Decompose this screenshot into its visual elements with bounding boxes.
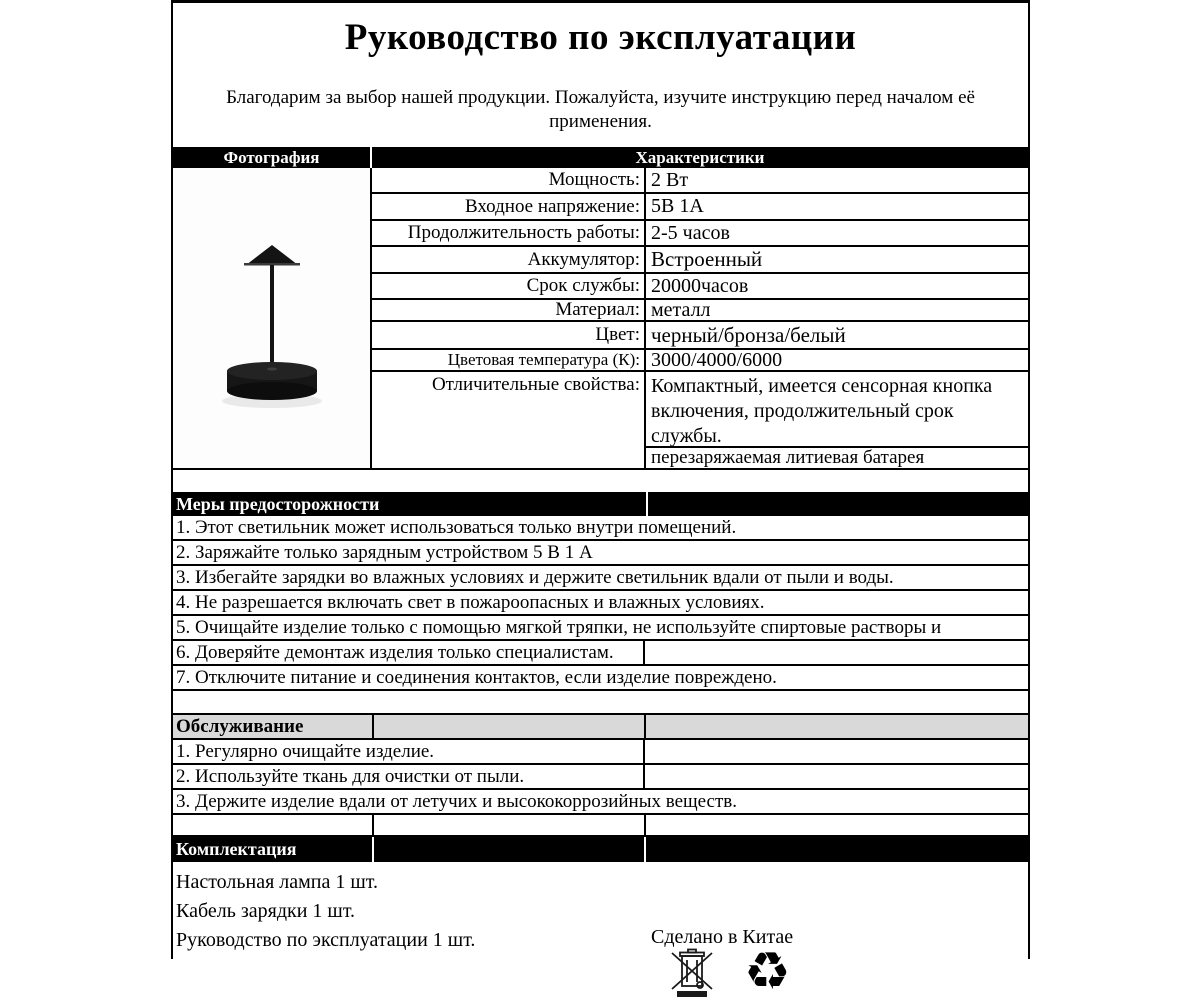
empty-cell: [173, 815, 374, 835]
spec-value: 20000часов: [651, 274, 749, 297]
spec-label: Материал:: [372, 300, 646, 320]
spec-label: Мощность:: [372, 168, 646, 192]
spec-row-color: [372, 322, 1028, 350]
specs-column-header: Характеристики: [635, 147, 765, 167]
empty-cell: [645, 740, 1028, 763]
package-content: [173, 862, 1028, 955]
empty-cell: [646, 815, 1028, 835]
empty-spacer-row: [173, 815, 1028, 837]
precaution-item-row: [173, 641, 1028, 666]
spec-value: 2 Вт: [651, 168, 689, 191]
spec-label: Срок службы:: [372, 274, 646, 298]
precaution-item: 2. Заряжайте только зарядным устройством 5 В 1 А: [173, 541, 1028, 566]
precautions-header-bar: [173, 492, 1028, 516]
spec-rows: [372, 168, 1028, 470]
maintenance-item-row: [173, 765, 1028, 790]
feature-text: Компактный, имеется сенсорная кнопка включения, продолжительный срок службы.: [646, 372, 1028, 448]
maintenance-item: 1. Регулярно очищайте изделие.: [173, 740, 645, 763]
spec-label: Цветовая температура (К):: [372, 350, 646, 370]
maintenance-item: 3. Держите изделие вдали от летучих и высококоррозийных веществ.: [173, 790, 1028, 815]
spec-label: Продолжительность работы:: [372, 221, 646, 245]
package-header-empty-cell: [374, 837, 646, 862]
precaution-item: 6. Доверяйте демонтаж изделия только специалистам.: [173, 641, 645, 664]
spec-row-lifetime: [372, 274, 1028, 300]
photo-column-header: Фотография: [173, 147, 372, 168]
precaution-item: 1. Этот светильник может использоваться только внутри помещений.: [173, 516, 1028, 541]
spec-row-input-voltage: [372, 194, 1028, 221]
spec-label: Цвет:: [372, 322, 646, 348]
precaution-item: 4. Не разрешается включать свет в пожароопасных и влажных условиях.: [173, 591, 1028, 616]
package-item: Руководство по эксплуатации 1 шт.: [176, 929, 476, 951]
empty-cell: [645, 765, 1028, 788]
spec-row-battery: [372, 247, 1028, 274]
intro-block: [173, 72, 1028, 147]
product-photo-cell: [173, 168, 372, 470]
feature-battery-text: перезаряжаемая литиевая батарея: [646, 448, 1028, 470]
spec-label: Отличительные свойства:: [372, 372, 646, 470]
spec-value: 3000/4000/6000: [651, 348, 783, 371]
precaution-item: 5. Очищайте изделие только с помощью мягкой тряпки, не используйте спиртовые растворы и: [173, 616, 1028, 641]
feature-values: [646, 372, 1028, 470]
spec-table-body: [173, 168, 1028, 470]
spec-label: Входное напряжение:: [372, 194, 646, 219]
compliance-icons: [670, 942, 791, 1002]
spec-table-header: [173, 147, 1028, 168]
spec-row-power: [372, 168, 1028, 194]
precautions-header: Меры предосторожности: [173, 492, 648, 516]
section-gap: [173, 470, 1028, 492]
weee-crossed-out-bin-icon: [670, 944, 714, 998]
package-item: Кабель зарядки 1 шт.: [176, 900, 356, 922]
made-in-china-label: Сделано в Китае: [651, 926, 794, 948]
spec-label: Аккумулятор:: [372, 247, 646, 272]
table-lamp-image: [182, 173, 362, 463]
maintenance-header: Обслуживание: [173, 715, 374, 738]
empty-spacer-row: [173, 691, 1028, 715]
precaution-item: 3. Избегайте зарядки во влажных условиях и держите светильник вдали от пыли и воды.: [173, 566, 1028, 591]
empty-cell: [645, 641, 1028, 664]
page-title: Руководство по эксплуатации: [344, 17, 857, 58]
spec-row-runtime: [372, 221, 1028, 247]
maintenance-item-row: [173, 740, 1028, 765]
maintenance-item: 2. Используйте ткань для очистки от пыли.: [173, 765, 645, 788]
precaution-item: 7. Отключите питание и соединения контактов, если изделие повреждено.: [173, 666, 1028, 691]
package-header-bar: [173, 837, 1028, 862]
empty-cell: [374, 815, 646, 835]
spec-value: черный/бронза/белый: [651, 322, 846, 347]
package-header-empty-cell: [646, 837, 1028, 862]
recycling-symbol-icon: ♻: [744, 942, 791, 1002]
spec-value: 2-5 часов: [651, 221, 730, 244]
package-header: Комплектация: [173, 837, 374, 862]
intro-text: Благодарим за выбор нашей продукции. Пожалуйста, изучите инструкцию перед началом её применения.: [226, 86, 975, 132]
package-item: Настольная лампа 1 шт.: [176, 871, 379, 893]
manual-document: [171, 0, 1030, 959]
precautions-header-empty-cell: [648, 492, 1028, 516]
maintenance-header-empty-cell: [646, 715, 1028, 738]
spec-value: 5В 1А: [651, 195, 704, 217]
spec-value: Встроенный: [651, 247, 763, 271]
title-block: [173, 3, 1028, 72]
maintenance-header-empty-cell: [374, 715, 646, 738]
spec-row-features: [372, 372, 1028, 470]
spec-value: металл: [651, 298, 711, 321]
maintenance-header-bar: [173, 715, 1028, 740]
spec-row-color-temperature: [372, 350, 1028, 372]
spec-row-material: [372, 300, 1028, 322]
